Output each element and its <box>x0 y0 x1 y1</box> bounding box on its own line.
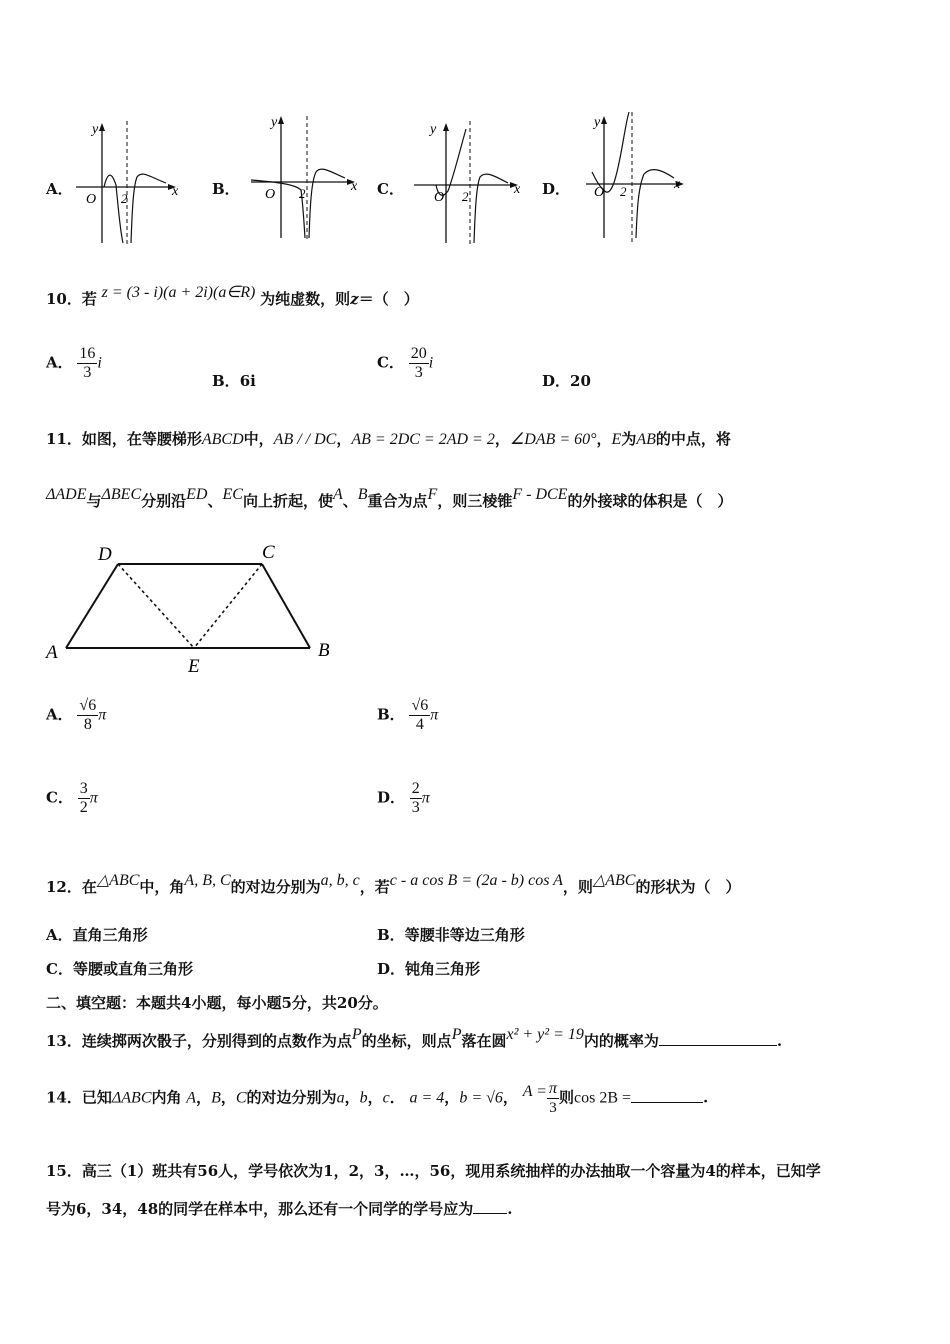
fraction <box>409 697 430 734</box>
option-suffix: π <box>421 789 430 807</box>
fraction <box>78 780 90 817</box>
cos-expression: cos 2B = <box>574 1089 632 1107</box>
question-text: ，则三棱锥 <box>437 492 513 510</box>
y-axis-label: y <box>594 115 601 130</box>
numerator: 3 <box>79 780 88 797</box>
option-label: C． <box>377 180 404 198</box>
q12-option-a[interactable] <box>46 924 148 945</box>
q14-end: . <box>703 1088 709 1107</box>
angle-a: A <box>186 1089 197 1107</box>
math-expression: B <box>357 486 368 503</box>
origin-label: O <box>434 190 445 205</box>
q14-text-3: 的对边分别为 <box>246 1088 337 1107</box>
a-angle-eq: A = <box>522 1082 547 1100</box>
question-10 <box>46 284 419 309</box>
denominator: 8 <box>83 716 92 733</box>
option-label: D． <box>377 960 406 978</box>
question-text: 12．在 <box>46 878 97 896</box>
math-expression: a, b, c <box>320 872 360 889</box>
option-label: A． <box>46 926 73 944</box>
q13-text-3: 落在圆 <box>461 1032 507 1050</box>
q11-option-b[interactable] <box>377 697 438 734</box>
option-suffix: π <box>89 789 98 807</box>
numerator: √6 <box>79 697 97 714</box>
math-expression: AB = 2DC = 2AD = 2 <box>351 431 495 448</box>
question-text: 中，角 <box>139 878 185 896</box>
option-text: 6i <box>239 372 256 390</box>
separator: ， <box>344 1088 360 1107</box>
question-11-line-2 <box>46 486 733 511</box>
section-heading: 二、填空题：本题共4小题，每小题5分，共20分。 <box>46 994 388 1012</box>
q10-option-d[interactable] <box>542 370 591 391</box>
option-label: D． <box>377 788 406 807</box>
graph-b <box>245 110 365 245</box>
question-text: 的外接球的体积是（ ） <box>567 492 733 510</box>
question-text: ， <box>596 430 612 448</box>
y-axis-label: y <box>92 122 99 137</box>
option-label: C． <box>46 960 73 978</box>
denominator: 3 <box>414 364 423 381</box>
math-expression: F - DCE <box>512 486 568 503</box>
question-11-line-1 <box>46 428 731 449</box>
question-text: 与 <box>86 492 102 510</box>
question-text: 中， <box>243 430 274 448</box>
fraction <box>410 780 422 817</box>
q14-text-2: 内角 <box>151 1088 182 1107</box>
option-suffix: π <box>98 706 107 724</box>
q10-variable: z <box>350 290 359 308</box>
circle-equation: x² + y² = 19 <box>506 1026 584 1043</box>
math-expression: ΔADE <box>46 486 87 503</box>
tick-label: 2 <box>299 186 306 201</box>
math-expression: △ABC <box>96 872 140 889</box>
q10-text: 为纯虚数，则 <box>260 290 351 308</box>
question-text: ， <box>336 430 352 448</box>
fraction <box>547 1080 559 1117</box>
question-text: ，则 <box>562 878 593 896</box>
side-c: c <box>382 1089 390 1107</box>
question-text: 向上折起，使 <box>242 492 333 510</box>
math-expression: A <box>332 486 343 503</box>
point-p: P <box>351 1026 362 1043</box>
vertex-e: E <box>188 656 200 677</box>
question-13 <box>46 1026 783 1051</box>
option-label: D． <box>542 372 571 390</box>
side-a: a <box>336 1089 345 1107</box>
question-text: 的形状为（ ） <box>635 878 741 896</box>
y-axis-label: y <box>430 122 437 137</box>
q13-text-2: 的坐标，则点 <box>361 1032 452 1050</box>
question-text: 分别沿 <box>141 492 187 510</box>
tick-label: 2 <box>121 191 128 206</box>
option-suffix: i <box>97 354 102 372</box>
answer-blank[interactable] <box>659 1045 777 1046</box>
tick-label: 2 <box>620 184 627 199</box>
question-text: 11．如图，在等腰梯形 <box>46 430 202 448</box>
separator: ， <box>367 1088 383 1107</box>
numerator: π <box>548 1080 557 1097</box>
option-label: C． <box>46 788 73 807</box>
option-text: 等腰非等边三角形 <box>404 926 525 944</box>
q13-end: . <box>776 1032 783 1050</box>
q15-text: 号为6，34，48的同学在样本中，那么还有一个同学的学号应为 <box>46 1200 474 1218</box>
q14-then: 则 <box>558 1088 574 1107</box>
q11-option-a[interactable] <box>46 697 106 734</box>
angle-c: C <box>235 1089 247 1107</box>
question-15-line-2 <box>46 1198 512 1219</box>
answer-parens: ＝（ ） <box>358 290 419 308</box>
question-text: 为 <box>621 430 637 448</box>
math-expression: ∠DAB = 60° <box>509 431 597 448</box>
origin-label: O <box>265 187 276 202</box>
separator: ， <box>444 1088 460 1107</box>
question-text: ，若 <box>359 878 390 896</box>
denominator: 3 <box>549 1100 557 1116</box>
option-label: B． <box>377 926 405 944</box>
denominator: 2 <box>79 799 88 816</box>
triangle-label: ΔABC <box>111 1089 152 1107</box>
x-axis-label: x <box>514 182 521 197</box>
y-axis-label: y <box>271 115 278 130</box>
option-label: B． <box>377 705 405 724</box>
separator: ， <box>196 1088 212 1107</box>
question-14 <box>46 1080 708 1117</box>
fraction <box>409 345 429 382</box>
q14-text-4: ． <box>389 1088 405 1107</box>
q11-option-c[interactable] <box>46 780 98 817</box>
tick-label: 2 <box>462 189 469 204</box>
q12-option-c[interactable] <box>46 958 193 979</box>
math-expression: ΔBEC <box>101 486 142 503</box>
x-axis-label: x <box>351 179 358 194</box>
math-expression: AB / / DC <box>273 431 337 448</box>
q10-option-a[interactable] <box>46 345 102 382</box>
math-expression: △ABC <box>592 872 636 889</box>
numerator: 2 <box>411 780 420 797</box>
origin-label: O <box>594 185 605 200</box>
answer-blank[interactable] <box>473 1213 507 1214</box>
numerator: 16 <box>79 345 96 362</box>
question-12 <box>46 872 741 897</box>
q15-end: . <box>507 1200 513 1218</box>
denominator: 3 <box>83 364 92 381</box>
point-p: P <box>451 1026 462 1043</box>
angle-b: B <box>211 1089 221 1107</box>
graph-d <box>580 108 700 248</box>
denominator: 4 <box>415 716 424 733</box>
numerator: 20 <box>410 345 427 362</box>
option-text: 20 <box>570 372 591 390</box>
numerator: √6 <box>411 697 429 714</box>
question-text: 、 <box>342 492 358 510</box>
b-value: b = √6 <box>459 1089 503 1107</box>
option-text: 钝角三角形 <box>405 960 481 978</box>
q13-text-4: 内的概率为 <box>583 1032 659 1050</box>
q12-option-b[interactable] <box>377 924 525 945</box>
side-b: b <box>359 1089 368 1107</box>
math-expression: F <box>427 486 438 503</box>
q10-option-c[interactable] <box>377 345 433 382</box>
option-label: A． <box>46 180 73 198</box>
trapezoid-figure <box>40 538 350 678</box>
option-label: C． <box>377 353 404 372</box>
option-label: D． <box>542 180 571 198</box>
question-number: 10．若 <box>46 290 97 308</box>
option-suffix: π <box>430 706 439 724</box>
math-expression: EC <box>222 486 243 503</box>
origin-label: O <box>86 192 97 207</box>
vertex-b: B <box>318 640 330 661</box>
question-text: 的中点，将 <box>655 430 731 448</box>
q10-expression: z = (3 - i)(a + 2i)(a∈R) <box>101 284 256 301</box>
question-text: 的对边分别为 <box>230 878 321 896</box>
fraction <box>77 345 97 382</box>
separator: ， <box>502 1088 518 1107</box>
question-text: ， <box>494 430 510 448</box>
option-text: 等腰或直角三角形 <box>72 960 193 978</box>
x-axis-label: x <box>674 177 681 192</box>
math-expression: ED <box>186 486 208 503</box>
math-expression: c - a cos B = (2a - b) cos A <box>389 872 563 889</box>
math-expression: A, B, C <box>184 872 231 889</box>
question-text: 重合为点 <box>367 492 428 510</box>
q12-option-d[interactable] <box>377 958 480 979</box>
separator: ， <box>220 1088 236 1107</box>
math-expression: E <box>611 431 622 448</box>
a-value: a = 4 <box>409 1089 445 1107</box>
math-expression: AB <box>636 431 656 448</box>
option-label: A． <box>46 705 73 724</box>
answer-blank[interactable] <box>631 1102 703 1103</box>
math-expression: ABCD <box>201 431 244 448</box>
option-label: B． <box>212 180 240 198</box>
q11-option-d[interactable] <box>377 780 430 817</box>
q10-option-b[interactable] <box>212 370 256 391</box>
graph-c <box>408 115 528 250</box>
q14-text-1: 14．已知 <box>46 1088 112 1107</box>
option-label: A． <box>46 353 73 372</box>
question-text: 、 <box>207 492 223 510</box>
question-15-line-1: 15．高三（1）班共有56人，学号依次为1，2，3，…，56，现用系统抽样的办法抽取一个容量为4的样本，已知学 <box>46 1162 821 1180</box>
denominator: 3 <box>411 799 420 816</box>
fraction <box>77 697 98 734</box>
q13-text-1: 13．连续掷两次骰子，分别得到的点数作为点 <box>46 1032 352 1050</box>
vertex-a: A <box>46 642 58 663</box>
graph-a <box>70 115 190 250</box>
option-suffix: i <box>428 354 434 372</box>
option-label: B． <box>212 372 240 390</box>
option-text: 直角三角形 <box>72 926 148 944</box>
vertex-c: C <box>262 542 275 563</box>
vertex-d: D <box>98 544 112 565</box>
x-axis-label: x <box>172 184 179 199</box>
